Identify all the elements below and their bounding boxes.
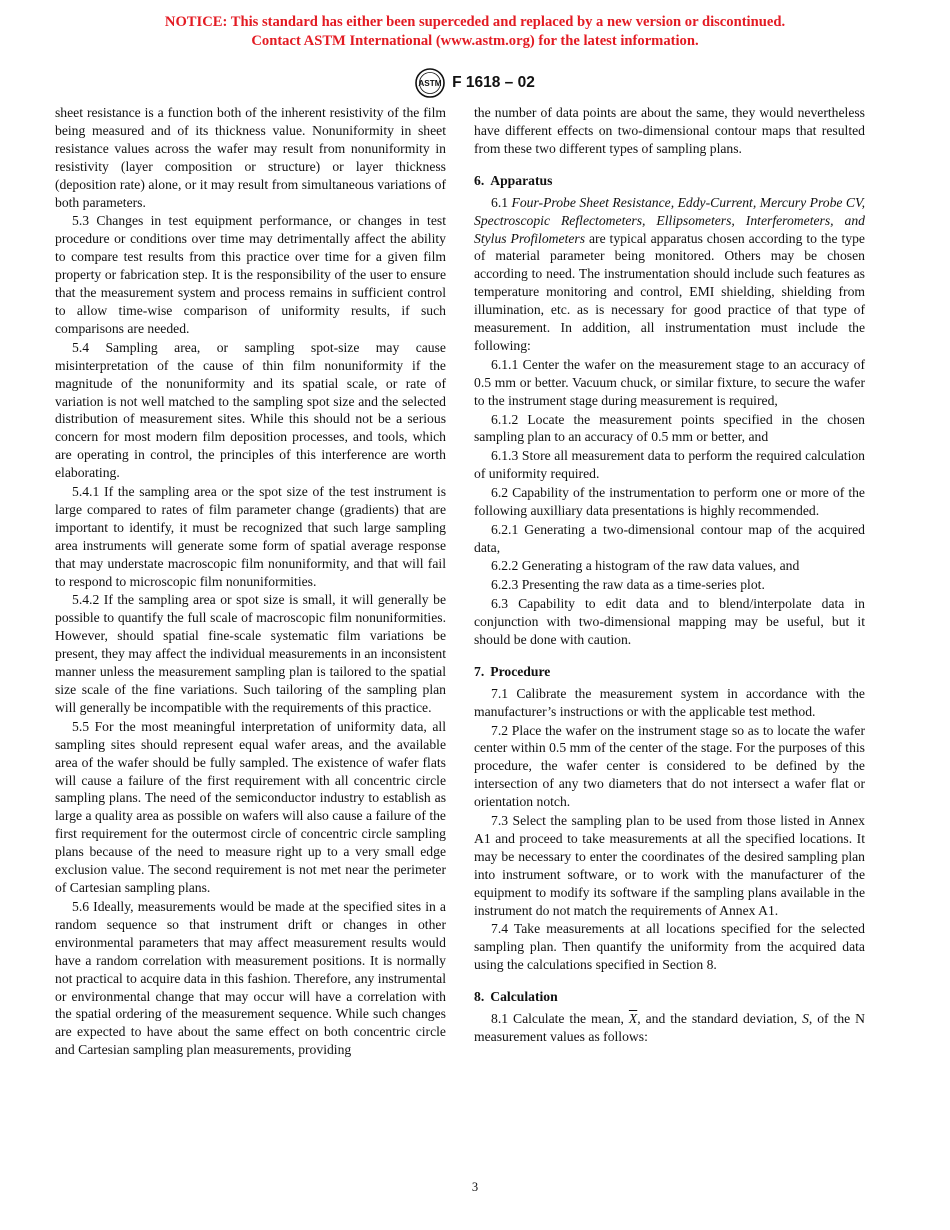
paragraph-6-1-2: 6.1.2 Locate the measurement points specified in the chosen sampling plan to an accuracy of 0.5 mm or better, and (474, 411, 865, 445)
paragraph-8-1 (474, 1010, 865, 1046)
paragraph-6-3: 6.3 Capability to edit data and to blend/interpolate data in conjunction with two-dimensional mapping may be useful, but it should be done with caution. (474, 596, 865, 647)
standard-designation: F 1618 – 02 (452, 74, 535, 91)
paragraph-5-6: 5.6 Ideally, measurements would be made at the specified sites in a random sequence so that instrument drift or changes in other environmental parameters that may affect measurement results would have a random correlation with measurement positions. It is normally not practical to acquire data in this fashion. Therefore, any instrumental or environmental change that may occur will have a correlation with the spatial ordering of the measurement sequence. While such changes are expected to have about the same effect on both concentric circle and Cartesian sampling plan measurements, providing (55, 898, 446, 1058)
paragraph-8-1-text-c: , of the N measurement values as follows: (474, 1011, 865, 1045)
paragraph-5-4-2: 5.4.2 If the sampling area or spot size is small, it will generally be possible to quantify the full scale of macroscopic film nonuniformities. However, should spatial fine-scale systematic film variations be present, they may affect the individual measurements in an inconsistent manner unless the measurement sampling plan is tailored to the spatial size scale of the fine variations. Such tailoring of the sampling plan will generally be incompatible with the requirements of this practice. (55, 592, 446, 715)
notice-banner (0, 13, 950, 51)
paragraph-7-1: 7.1 Calibrate the measurement system in accordance with the manufacturer’s instructions or with the applicable test method. (474, 685, 865, 719)
section-7-heading (474, 663, 865, 681)
std-dev-symbol: S (802, 1011, 809, 1027)
left-column (55, 104, 446, 1060)
paragraph-7-3: 7.3 Select the sampling plan to be used from those listed in Annex A1 and proceed to take measurements at all the specified locations. It may be necessary to enter the coordinates of the desired sampling plan into instrument software, or to work with the manufacturer of the equipment to modify its software if the sampling plans available in the instrument do not match the requirements of Annex A1. (474, 813, 865, 918)
paragraph-5-3: 5.3 Changes in test equipment performance, or changes in test procedure or conditions over time may detrimentally affect the ability to compare test results from this practice over time for a given film property or fabrication step. It is the responsibility of the user to ensure that the measurement system and process remains in sufficient control to allow time-wise comparison of uniformity results, if such comparisons are needed. (55, 213, 446, 336)
page-number: 3 (471, 1180, 479, 1194)
paragraph-8-1-text-a: 8.1 Calculate the mean, (491, 1011, 624, 1027)
paragraph-6-1-apparatus-list: Four-Probe Sheet Resistance, Eddy-Current, Mercury Probe CV, Spectroscopic Reflectometers, Ellipsometers, Interferometers, and Stylus Profilometers (474, 194, 865, 246)
paragraph-6-2-3: 6.2.3 Presenting the raw data as a time-series plot. (491, 577, 765, 593)
section-6-heading (474, 172, 865, 190)
section-6-title: Apparatus (490, 172, 553, 188)
paragraph-6-1-number: 6.1 (491, 194, 509, 210)
paragraph-7-4: 7.4 Take measurements at all locations specified for the selected sampling plan. Then quantify the uniformity from the acquired data using the calculations specified in Section 8. (474, 921, 865, 973)
notice-line-1: NOTICE: This standard has either been superceded and replaced by a new version or discontinued. (164, 14, 786, 30)
paragraph-6-1-3: 6.1.3 Store all measurement data to perform the required calculation of uniformity required. (474, 448, 865, 482)
paragraph-5-2-continued: sheet resistance is a function both of the inherent resistivity of the film being measured and of its thickness value. Nonuniformity in sheet resistance values across the wafer may result from nonuniformity in resistivity (layer composition or structure) or layer thickness (deposition rate) alone, or it may result from simultaneous variations of both parameters. (55, 105, 446, 210)
section-7-number: 7. (474, 663, 485, 679)
paragraph-6-2-1: 6.2.1 Generating a two-dimensional contour map of the acquired data, (474, 521, 865, 555)
section-8-title: Calculation (490, 989, 558, 1005)
paragraph-8-1-text-b: , and the standard deviation, (637, 1011, 798, 1027)
paragraph-6-2: 6.2 Capability of the instrumentation to perform one or more of the following auxilliary data presentations is highly recommended. (474, 485, 865, 518)
mean-symbol: $\overline{X}$ (628, 1011, 638, 1027)
paragraph-6-1 (474, 194, 865, 355)
paragraph-5-5: 5.5 For the most meaningful interpretation of uniformity data, all sampling sites should represent equal wafer areas, and the available area of the wafer should be fully sampled. The existence of wafer flats will cause a failure of the first requirement with all concentric circle sampling plans. The need of the semiconductor industry to establish as large a quality area as possible on wafers will also cause a failure of the first requirement for the outermost circle of concentric circle sampling plans because of the need to measure right up to a very small edge exclusion value. The second requirement is not met near the perimeter of Cartesian sampling plans. (55, 718, 446, 896)
section-6-number: 6. (474, 172, 485, 188)
paragraph-5-4: 5.4 Sampling area, or sampling spot-size may cause misinterpretation of the cause of thin film nonuniformity if the magnitude of the nonuniformity and its spatial scale, or rate of variation is not well matched to the sampling spot size and the selected distribution of measurement sites. While this should not be a serious concern for most modern film deposition processes, and tools, which are operating in control, the principles of this interference are worth elaborating. (55, 339, 446, 481)
paragraph-6-2-2: 6.2.2 Generating a histogram of the raw data values, and (491, 558, 800, 574)
section-8-heading (474, 988, 865, 1006)
section-7-title: Procedure (490, 663, 551, 679)
paragraph-6-1-text: are typical apparatus chosen according to the type of material parameter being monitored. Others may be chosen according to need. The instrumentation should include such features as temperature monitoring and control, EMI shielding, shielding from illumination, etc. as is necessary for good practice of that type of measurement. In addition, all instrumentation must include the following: (474, 230, 865, 354)
notice-line-2: Contact ASTM International (www.astm.org) for the latest information. (251, 33, 699, 49)
paragraph-5-6-continued: the number of data points are about the same, they would nevertheless have different effects on two-dimensional contour maps that resulted from these two different types of sampling plans. (474, 105, 865, 156)
section-8-number: 8. (474, 989, 485, 1005)
astm-logo-text: ASTM (418, 79, 442, 89)
paragraph-7-2: 7.2 Place the wafer on the instrument stage so as to locate the wafer center within 0.5 mm of the center of the stage. For the purposes of this procedure, the wafer center is considered to be defined by the intersection of any two diameters that do not intersect a wafer flat or orientation notch. (474, 722, 865, 810)
document-header (0, 68, 950, 98)
paragraph-6-1-1: 6.1.1 Center the wafer on the measurement stage to an accuracy of 0.5 mm or better. Vacuum chuck, or similar fixture, to secure the wafer to the instrument stage during measurement is required, (474, 356, 865, 408)
right-column (474, 104, 865, 1047)
astm-logo-icon (415, 68, 445, 98)
paragraph-5-4-1: 5.4.1 If the sampling area or the spot size of the test instrument is large compared to rates of film parameter change (gradients) that are important to identify, it must be recognized that such large sampling area instruments will generate some form of spatial average response that may understate macroscopic film nonuniformity, and that will fail to respond to microscopic film nonuniformities. (55, 484, 446, 589)
